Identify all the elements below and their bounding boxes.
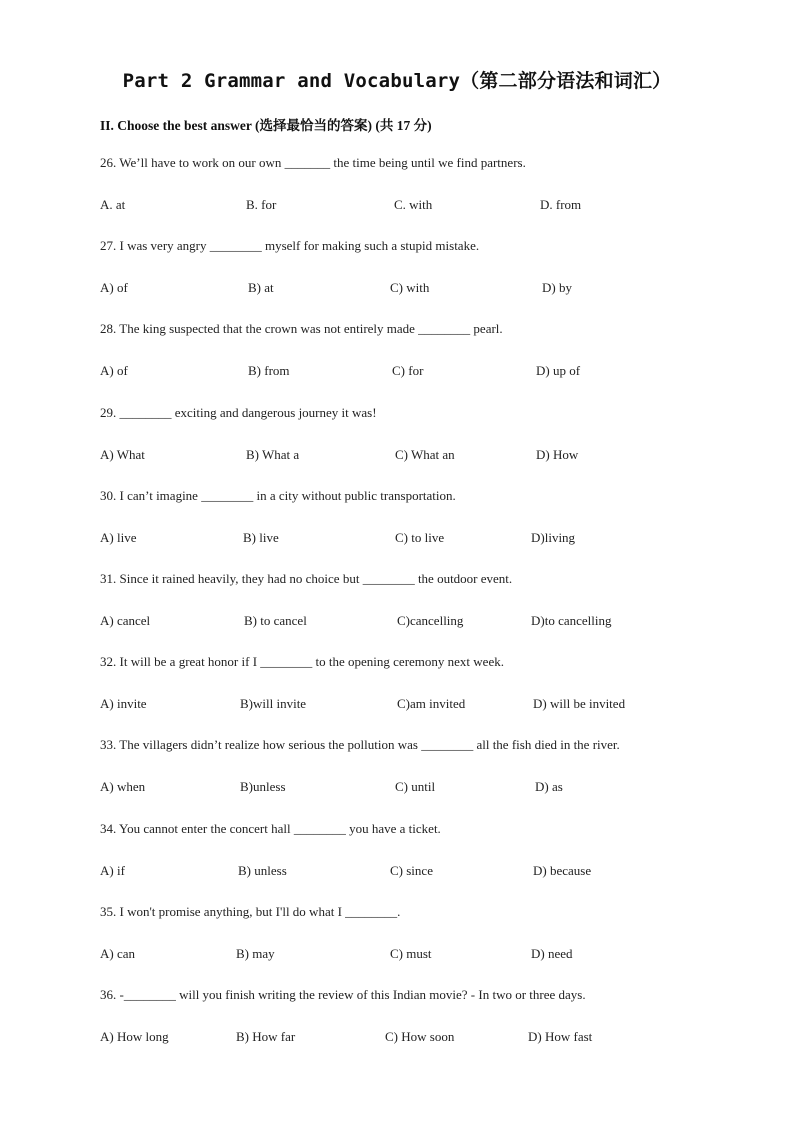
answer-options [0,946,794,964]
answer-option: B)unless [240,779,286,794]
answer-option: B) What a [246,447,300,462]
answer-options [0,779,794,797]
question-text: 36. -________ will you finish writing the review of this Indian movie? - In two or three days. [100,987,586,1002]
answer-options [0,613,794,631]
answer-option: B. for [246,197,277,212]
answer-option: A) cancel [100,613,151,628]
question-text: 34. You cannot enter the concert hall ________ you have a ticket. [100,821,441,836]
answer-option: C) with [390,280,430,295]
answer-option: C) for [392,363,424,378]
answer-option: A) How long [100,1029,169,1044]
answer-option: B) unless [238,863,287,878]
answer-option: A) live [100,530,137,545]
answer-option: D) up of [536,363,581,378]
answer-options [0,447,794,465]
answer-option: B)will invite [240,696,307,711]
question-text: 35. I won't promise anything, but I'll do what I ________. [100,904,401,919]
answer-option: D) by [542,280,572,295]
answer-option: A) What [100,447,145,462]
answer-option: C)am invited [397,696,466,711]
answer-option: D) will be invited [533,696,626,711]
answer-option: A) when [100,779,146,794]
answer-option: D) How fast [528,1029,593,1044]
answer-option: C)cancelling [397,613,464,628]
question-text: 26. We’ll have to work on our own _______ the time being until we find partners. [100,155,526,170]
answer-option: D) need [531,946,573,961]
answer-option: D) as [535,779,563,794]
answer-option: A) of [100,363,128,378]
answer-option: C. with [394,197,433,212]
question-text: 28. The king suspected that the crown was not entirely made ________ pearl. [100,321,503,336]
answer-option: B) How far [236,1029,296,1044]
page-title: Part 2 Grammar and Vocabulary（第二部分语法和词汇） [122,70,672,92]
question-text: 27. I was very angry ________ myself for making such a stupid mistake. [100,238,480,253]
answer-option: C) What an [395,447,455,462]
answer-options [0,530,794,548]
answer-option: B) at [248,280,274,295]
answer-options [0,363,794,381]
answer-options [0,863,794,881]
answer-option: D) How [536,447,579,462]
answer-option: B) live [243,530,279,545]
section-heading: II. Choose the best answer (选择最恰当的答案) (共 17 分) [100,118,432,133]
question-text: 29. ________ exciting and dangerous journey it was! [100,405,377,420]
question-text: 33. The villagers didn’t realize how serious the pollution was ________ all the fish died in the river. [100,737,620,752]
answer-option: B) from [248,363,290,378]
answer-option: D. from [540,197,582,212]
answer-option: C) to live [395,530,445,545]
answer-option: A) of [100,280,128,295]
answer-option: B) to cancel [244,613,307,628]
answer-option: B) may [236,946,275,961]
answer-option: A) can [100,946,136,961]
answer-option: C) since [390,863,433,878]
answer-option: A. at [100,197,126,212]
answer-option: C) How soon [385,1029,455,1044]
answer-option: D) because [533,863,592,878]
answer-option: A) if [100,863,125,878]
answer-option: A) invite [100,696,147,711]
answer-option: C) must [390,946,432,961]
answer-option: D)living [531,530,576,545]
answer-options [0,696,794,714]
question-text: 31. Since it rained heavily, they had no choice but ________ the outdoor event. [100,571,513,586]
answer-options [0,1029,794,1047]
question-text: 32. It will be a great honor if I ________ to the opening ceremony next week. [100,654,504,669]
answer-options [0,197,794,215]
answer-option: C) until [395,779,436,794]
question-text: 30. I can’t imagine ________ in a city without public transportation. [100,488,456,503]
answer-options [0,280,794,298]
answer-option: D)to cancelling [531,613,612,628]
